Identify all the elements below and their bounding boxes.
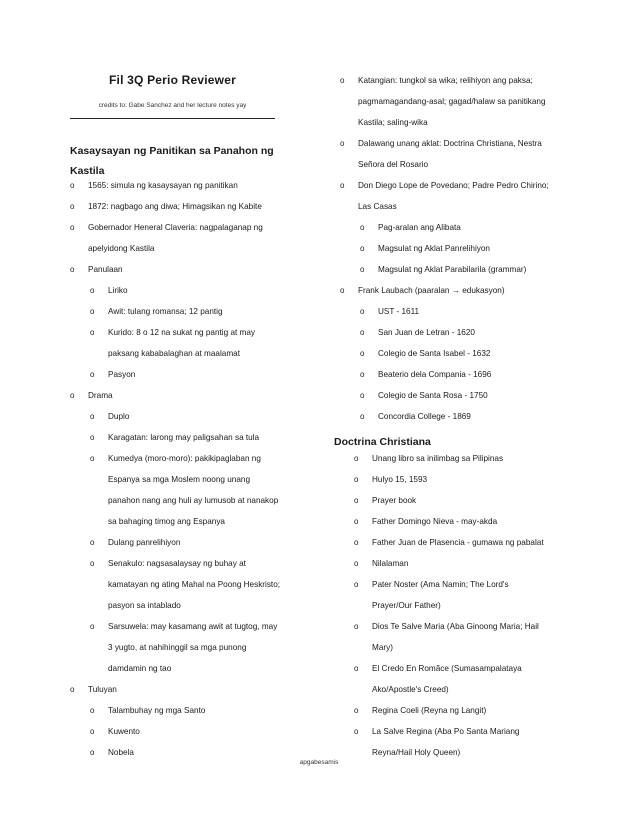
list-item: o UST - 1611 <box>360 301 590 322</box>
list-item <box>354 574 594 616</box>
item-text: Don Diego Lope de Povedano; Padre Pedro Chirino; <box>358 181 549 190</box>
item-text: panahon nang ang huli ay lumusob at nanakop <box>108 496 279 505</box>
list-item <box>90 553 285 616</box>
list-item: o Beaterio dela Compania - 1696 <box>360 364 590 385</box>
list-item <box>340 133 590 175</box>
list-item: o Hulyo 15, 1593 <box>354 469 594 490</box>
list-item <box>354 616 594 658</box>
list-item: o Dulang panrelihiyon <box>90 532 285 553</box>
heading-line: Kasaysayan ng Panitikan sa Panahon ng <box>70 145 274 157</box>
povedano-sublist <box>340 217 590 280</box>
heading-line: Kastila <box>70 165 105 177</box>
list-item: o Tuluyan <box>70 679 285 700</box>
title-divider <box>70 118 275 119</box>
item-text: Pater Noster (Ama Namin; The Lord's <box>372 580 509 589</box>
tuluyan-sublist <box>70 700 285 763</box>
list-item <box>340 70 590 133</box>
doctrina-outline <box>334 448 594 763</box>
list-item: o 1872: nagbago ang diwa; Himagsikan ng Kabite <box>70 196 285 217</box>
item-text: kamatayan ng ating Mahal na Poong Heskristo; <box>108 580 281 589</box>
list-item: o Magsulat ng Aklat Parabilarila (grammar) <box>360 259 590 280</box>
item-text: Kurido: 8 o 12 na sukat ng pantig at may <box>108 328 256 337</box>
schools-sublist <box>340 301 590 427</box>
list-item <box>340 175 590 217</box>
list-item <box>90 448 285 532</box>
item-text: Prayer/Our Father) <box>372 601 441 610</box>
nilalaman-sublist <box>334 574 594 763</box>
right-outline <box>340 70 590 427</box>
list-item: o Pasyon <box>90 364 285 385</box>
item-text: Sarsuwela: may kasamang awit at tugtog, may <box>108 622 278 631</box>
item-text: Kumedya (moro-moro): pakikipaglaban ng <box>108 454 261 463</box>
list-item: o Kuwento <box>90 721 285 742</box>
list-item: o Colegio de Santa Isabel - 1632 <box>360 343 590 364</box>
page-title: Fil 3Q Perio Reviewer <box>109 73 236 87</box>
list-item <box>354 658 594 700</box>
list-item: o Panulaan <box>70 259 285 280</box>
item-text: Gobernador Heneral Claveria: nagpalaganap ng <box>88 223 263 232</box>
item-text: Kastila; saling-wika <box>358 118 428 127</box>
section-heading-doctrina: Doctrina Christiana <box>334 436 431 448</box>
item-text: sa bahaging timog ang Espanya <box>108 517 225 526</box>
list-item: o Talambuhay ng mga Santo <box>90 700 285 721</box>
item-text: Reyna/Hail Holy Queen) <box>372 748 461 757</box>
list-item: o 1565: simula ng kasaysayan ng panitikan <box>70 175 285 196</box>
list-item: o Concordia College - 1869 <box>360 406 590 427</box>
list-item: o Pag-aralan ang Alibata <box>360 217 590 238</box>
list-item <box>90 616 285 679</box>
drama-sublist <box>70 406 285 679</box>
item-text: La Salve Regina (Aba Po Santa Mariang <box>372 727 520 736</box>
list-item: o Father Domingo Nieva - may-akda <box>354 511 594 532</box>
item-text: Ako/Apostle's Creed) <box>372 685 449 694</box>
list-item: o Unang libro sa inilimbag sa Pilipinas <box>354 448 594 469</box>
item-text: Dalawang unang aklat: Doctrina Christiana, Nestra <box>358 139 542 148</box>
left-outline <box>70 175 285 763</box>
list-item: o Karagatan: larong may paligsahan sa tula <box>90 427 285 448</box>
list-item: o Awit: tulang romansa; 12 pantig <box>90 301 285 322</box>
item-text: El Credo En Romãce (Sumasampalataya <box>372 664 522 673</box>
doctrina-items <box>334 448 594 763</box>
panulaan-sublist <box>70 280 285 385</box>
list-item <box>354 721 594 763</box>
list-item: o Prayer book <box>354 490 594 511</box>
item-text: 3 yugto, at nahihinggil sa mga punong <box>108 643 247 652</box>
item-text: Dios Te Salve Maria (Aba Ginoong Maria; Hail <box>372 622 539 631</box>
list-item <box>90 322 285 364</box>
list-item: o Frank Laubach (paaralan → edukasyon) <box>340 280 590 301</box>
list-item: o Colegio de Santa Rosa - 1750 <box>360 385 590 406</box>
item-text: pasyon sa intablado <box>108 601 181 610</box>
list-item: o San Juan de Letran - 1620 <box>360 322 590 343</box>
item-text: Senakulo: nagsasalaysay ng buhay at <box>108 559 246 568</box>
credits-line: credits to: Gabe Sanchez and her lecture notes yay <box>98 102 247 109</box>
page-footer: apgabesamis <box>299 759 339 766</box>
item-text: apelyidong Kastila <box>88 244 155 253</box>
item-text: Espanya sa mga Moslem noong unang <box>108 475 251 484</box>
list-item: o Liriko <box>90 280 285 301</box>
list-item: o Duplo <box>90 406 285 427</box>
item-text: Mary) <box>372 643 393 652</box>
item-text: Katangian: tungkol sa wika; relihiyon ang paksa; <box>358 76 533 85</box>
item-text: Señora del Rosario <box>358 160 429 169</box>
list-item: o Father Juan de Plasencia - gumawa ng pabalat <box>354 532 594 553</box>
list-item: o Drama <box>70 385 285 406</box>
list-item <box>70 217 285 259</box>
list-item: o Nilalaman <box>354 553 594 574</box>
item-text: damdamin ng tao <box>108 664 172 673</box>
list-item: o Nobela <box>90 742 285 763</box>
item-text: Las Casas <box>358 202 397 211</box>
item-text: paksang kababalaghan at maalamat <box>108 349 241 358</box>
list-item: o Magsulat ng Aklat Panrelihiyon <box>360 238 590 259</box>
item-text: pagmamagandang-asal; gagad/halaw sa panitikang <box>358 97 546 106</box>
list-item: o Regina Coeli (Reyna ng Langit) <box>354 700 594 721</box>
